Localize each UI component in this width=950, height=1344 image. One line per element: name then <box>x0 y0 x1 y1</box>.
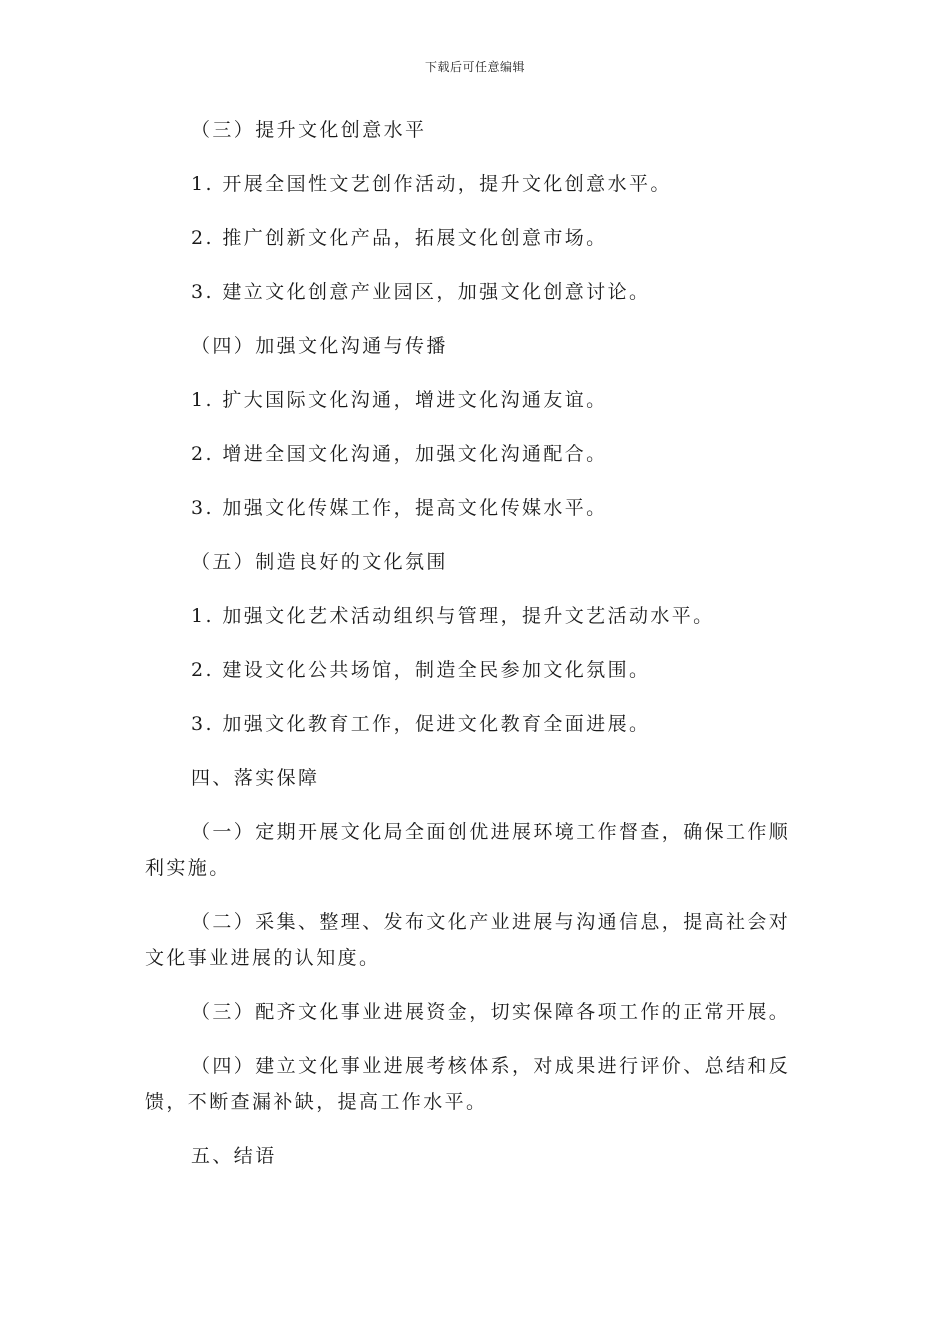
body-paragraph: （二）采集、整理、发布文化产业进展与沟通信息，提高社会对文化事业进展的认知度。 <box>145 911 791 969</box>
section-heading-3: （三）提升文化创意水平 <box>191 119 427 141</box>
list-item: 2. 建设文化公共场馆，制造全民参加文化氛围。 <box>191 659 651 681</box>
list-item: 1. 开展全国性文艺创作活动，提升文化创意水平。 <box>191 173 672 195</box>
list-item: 2. 推广创新文化产品，拓展文化创意市场。 <box>191 227 608 249</box>
body-paragraph: （四）建立文化事业进展考核体系，对成果进行评价、总结和反馈，不断查漏补缺，提高工作水平。 <box>145 1055 791 1113</box>
body-paragraph: （一）定期开展文化局全面创优进展环境工作督查，确保工作顺利实施。 <box>145 821 791 879</box>
list-item: 3. 加强文化教育工作，促进文化教育全面进展。 <box>191 713 651 735</box>
list-item: 3. 加强文化传媒工作，提高文化传媒水平。 <box>191 497 608 519</box>
list-item: 1. 加强文化艺术活动组织与管理，提升文艺活动水平。 <box>191 605 715 627</box>
body-paragraph: （三）配齐文化事业进展资金，切实保障各项工作的正常开展。 <box>191 1001 791 1023</box>
list-item: 3. 建立文化创意产业园区，加强文化创意讨论。 <box>191 281 651 303</box>
list-item: 2. 增进全国文化沟通，加强文化沟通配合。 <box>191 443 608 465</box>
chapter-heading-conclusion: 五、结语 <box>191 1145 277 1167</box>
page-header: 下载后可任意编辑 <box>424 60 525 74</box>
chapter-heading-implementation: 四、落实保障 <box>191 767 320 789</box>
section-heading-5: （五）制造良好的文化氛围 <box>191 551 448 573</box>
list-item: 1. 扩大国际文化沟通，增进文化沟通友谊。 <box>191 389 608 411</box>
document-body <box>145 112 805 1192</box>
section-heading-4: （四）加强文化沟通与传播 <box>191 335 448 357</box>
